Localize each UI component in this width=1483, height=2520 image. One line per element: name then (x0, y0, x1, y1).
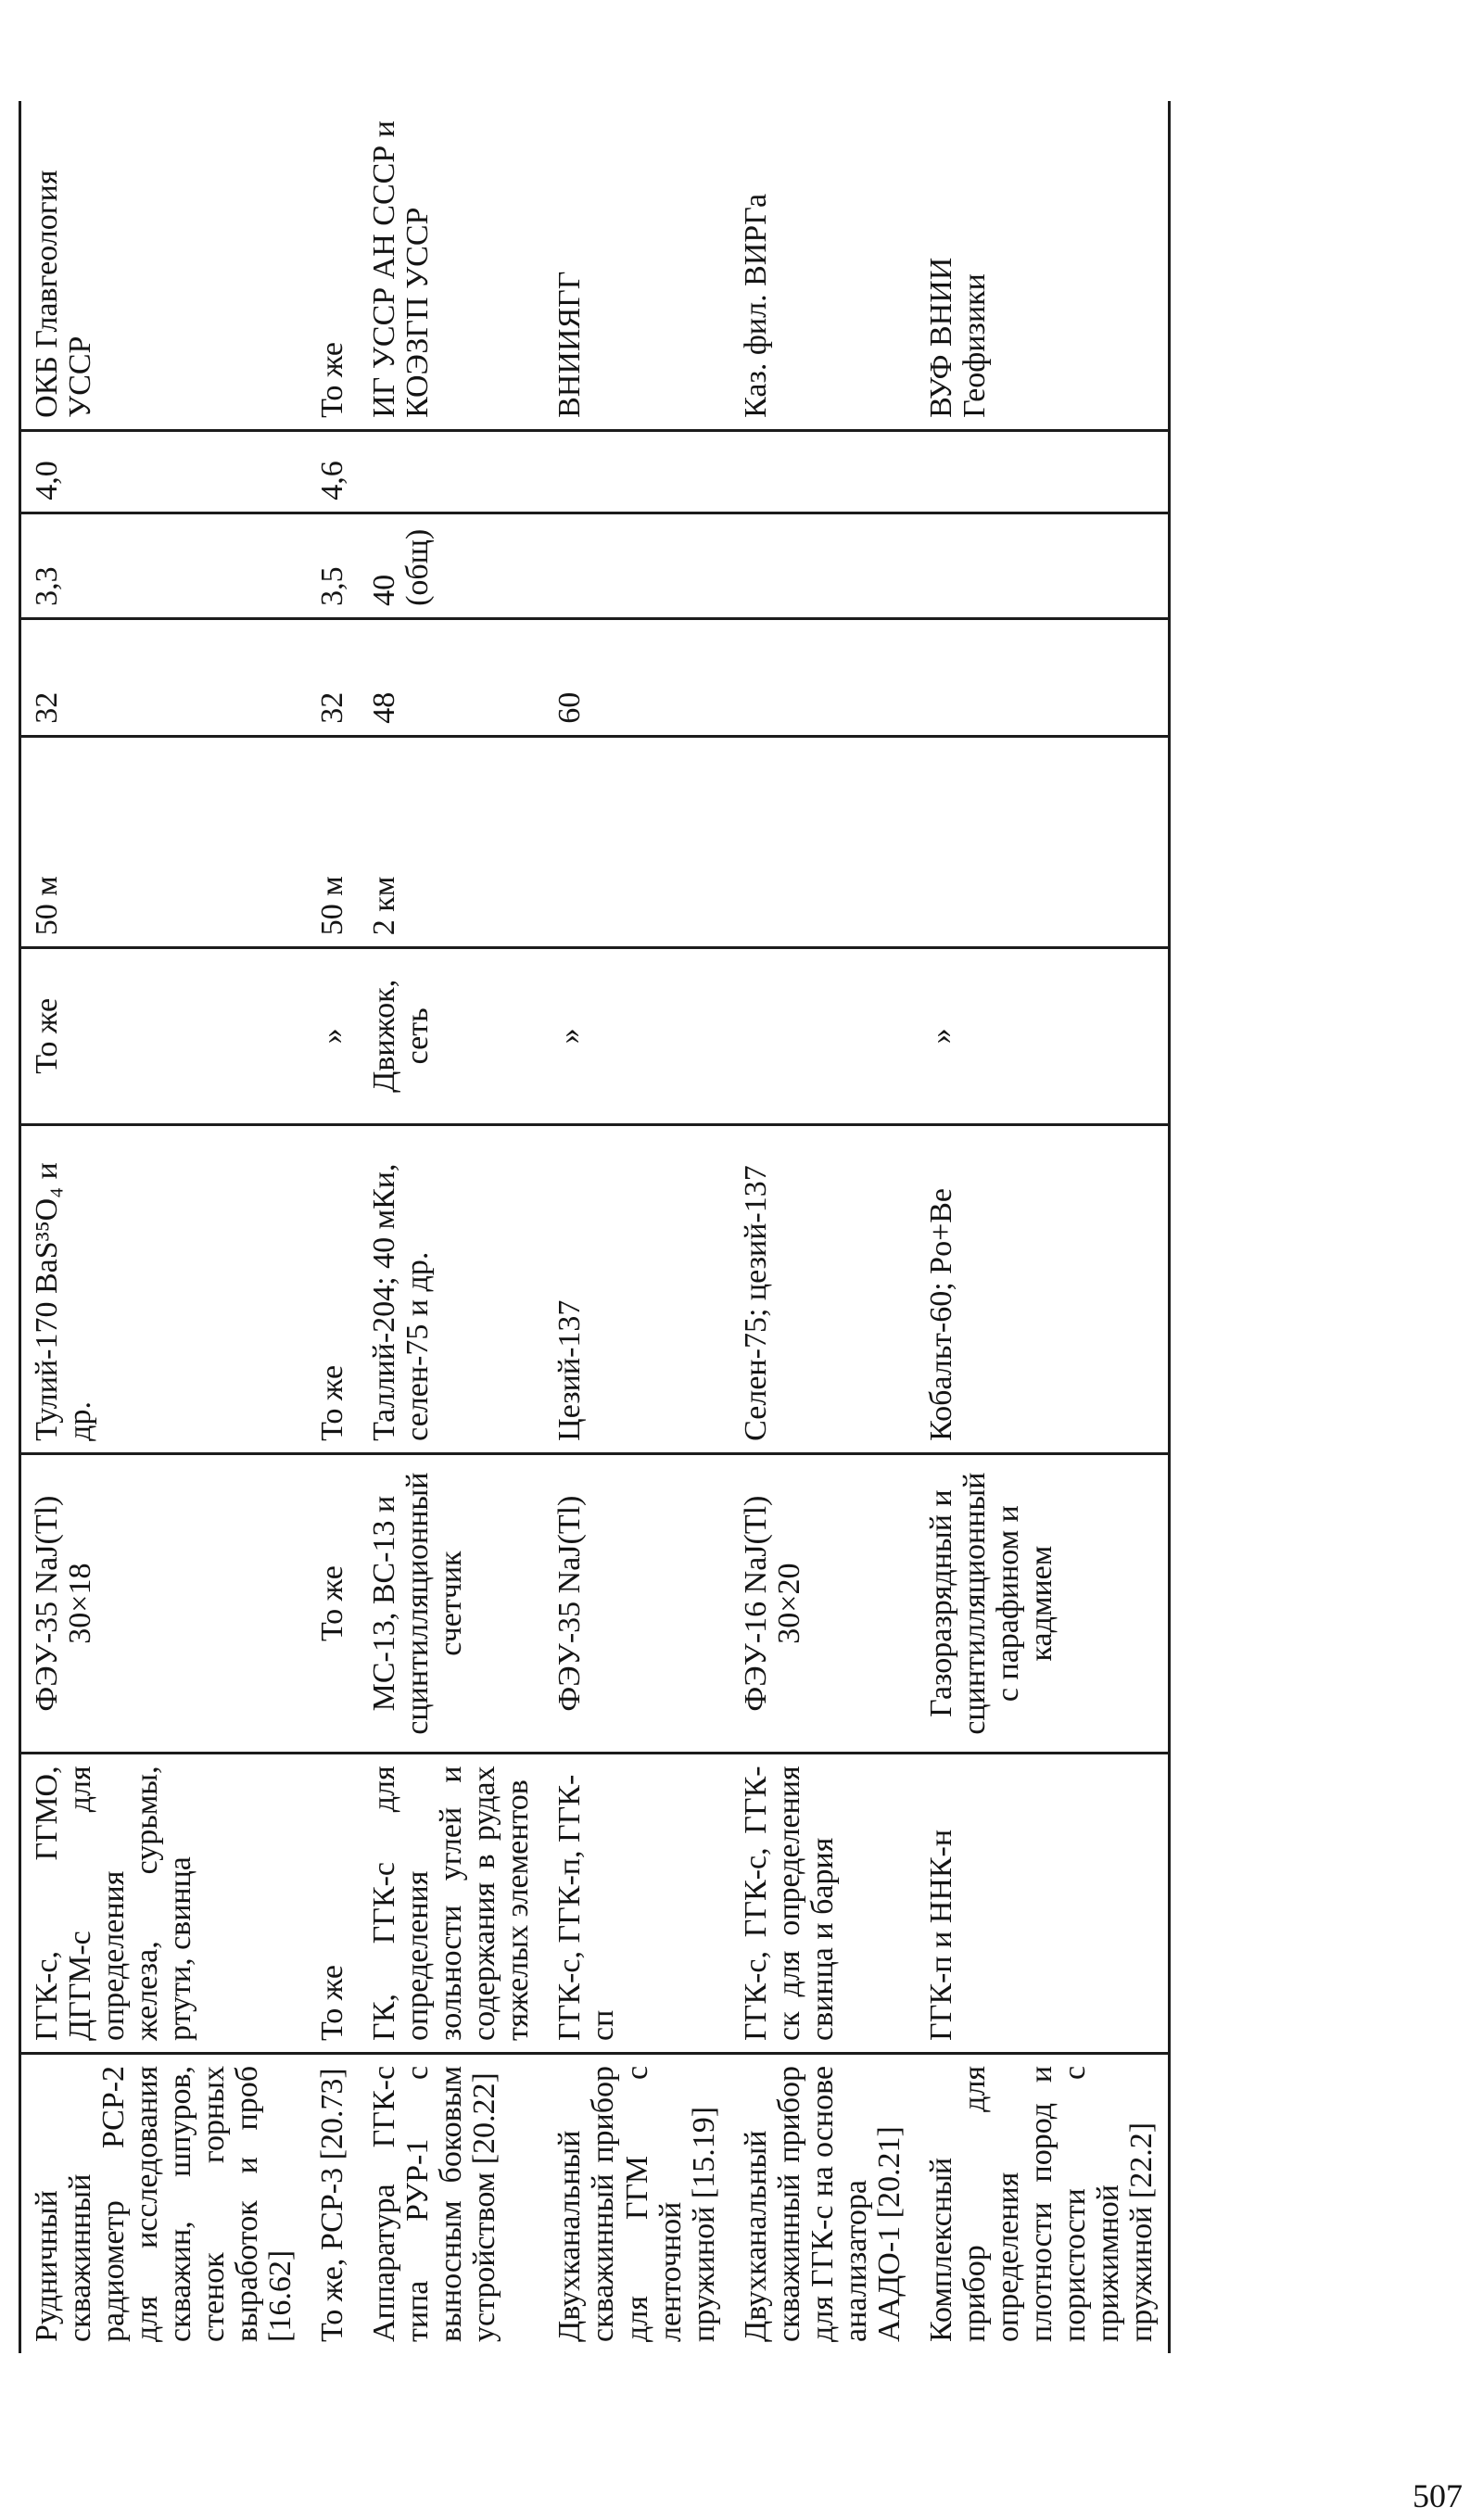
diameter-cell (916, 618, 1170, 736)
cable-cell (916, 736, 1170, 947)
methods-cell: ГГК-п и ННК-н (916, 1754, 1170, 2054)
detector-cell: МС-13, ВС-13 и сцинтилляционный счетчик (359, 1453, 544, 1754)
source-cell: То же (307, 1124, 359, 1453)
weight-cell (730, 513, 916, 618)
weight-cell: 3,5 (307, 513, 359, 618)
diameter-cell (730, 618, 916, 736)
detector-cell: ФЭУ-35 NaJ(Tl) 30×18 (20, 1453, 308, 1754)
detector-cell: ФЭУ-35 NaJ(Tl) (544, 1453, 729, 1754)
source-cell: Таллий-204; 40 мКи, селен-75 и др. (359, 1124, 544, 1453)
power-cell: » (307, 948, 359, 1124)
length-cell (544, 430, 729, 513)
detector-cell: ФЭУ-16 NaJ(Tl) 30×20 (730, 1453, 916, 1754)
weight-cell (544, 513, 729, 618)
length-cell (359, 430, 544, 513)
cable-cell (544, 736, 729, 947)
cable-cell: 50 м (307, 736, 359, 947)
length-cell: 4,0 (20, 430, 308, 513)
source-cell: Селен-75; цезий-137 (730, 1124, 916, 1453)
device-cell: То же, РСР-3 [20.73] (315, 2068, 350, 2342)
table-row (730, 101, 916, 2353)
organization-cell: ВУФ ВНИИ Геофизики (916, 101, 1170, 430)
detector-cell: Газоразрядный и сцинтилляционный с парафином и кадмием (916, 1453, 1170, 1754)
methods-cell: ГК, ГГК-с для определения зольности углей и содержания в рудах тяжелых элементов (359, 1754, 544, 2054)
weight-cell: 3,3 (20, 513, 308, 618)
device-cell: Аппаратура ГГК-с типа РУР-1 с выносным боковым устройством [20.22] (367, 2065, 502, 2342)
organization-cell: То же (307, 101, 359, 430)
power-cell: Движок, сеть (359, 948, 544, 1124)
device-cell: Рудничный скважинный радиометр РСР-2 для исследования скважин, шпуров, стенок горных выработок и проб [16.62] (20, 2053, 308, 2353)
cable-cell: 2 км (359, 736, 544, 947)
power-cell (730, 948, 916, 1124)
length-cell (916, 430, 1170, 513)
weight-cell (916, 513, 1170, 618)
power-cell: » (916, 948, 1170, 1124)
diameter-cell: 32 (307, 618, 359, 736)
source-cell: Цезий-137 (544, 1124, 729, 1453)
table-row (544, 101, 729, 2353)
organization-cell: ОКБ Главгеология УССР (20, 101, 308, 430)
equipment-table (19, 101, 1171, 2353)
length-cell: 4,6 (307, 430, 359, 513)
diameter-cell: 48 (359, 618, 544, 736)
methods-cell: ГГК-с, ГГМО, ДГГМ-с для определения железа, сурьмы, ртути, свинца (20, 1754, 308, 2054)
table-row (916, 101, 1170, 2353)
diameter-cell: 60 (544, 618, 729, 736)
length-cell (730, 430, 916, 513)
detector-cell: То же (307, 1453, 359, 1754)
methods-cell: То же (307, 1754, 359, 2054)
weight-cell: 40 (общ) (359, 513, 544, 618)
device-cell: Комплексный прибор для определения плотности пород и пористости с прижимной пружиной [22.2] (916, 2053, 1170, 2353)
source-cell: Кобальт-60; Po+Be (916, 1124, 1170, 1453)
power-cell: То же (20, 948, 308, 1124)
device-cell: Двухканальный скважинный прибор для ГГМ с ленточной пружиной [15.19] (552, 2065, 721, 2342)
table-row (20, 101, 308, 2353)
organization-cell: ВНИИЯГГ (544, 101, 729, 430)
cable-cell (730, 736, 916, 947)
device-cell: Двухканальный скважинный прибор для ГГК-с на основе анализатора ААДО-1 [20.21] (738, 2065, 906, 2342)
table-row (359, 101, 544, 2353)
organization-cell: Каз. фил. ВИРГа (730, 101, 916, 430)
cable-cell: 50 м (20, 736, 308, 947)
power-cell: » (544, 948, 729, 1124)
page-number: 507 (1413, 2477, 1463, 2514)
table-row (307, 101, 359, 2353)
source-cell: Тулий-170 BaS³⁵O₄ и др. (20, 1124, 308, 1453)
diameter-cell: 32 (20, 618, 308, 736)
organization-cell: ИГ УССР АН СССР и КОЭЗГП УССР (359, 101, 544, 430)
methods-cell: ГГК-с, ГГК-п, ГГК-сп (544, 1754, 729, 2054)
methods-cell: ГГК-с, ГГК-с, ГГК-ск для определения свинца и бария (730, 1754, 916, 2054)
